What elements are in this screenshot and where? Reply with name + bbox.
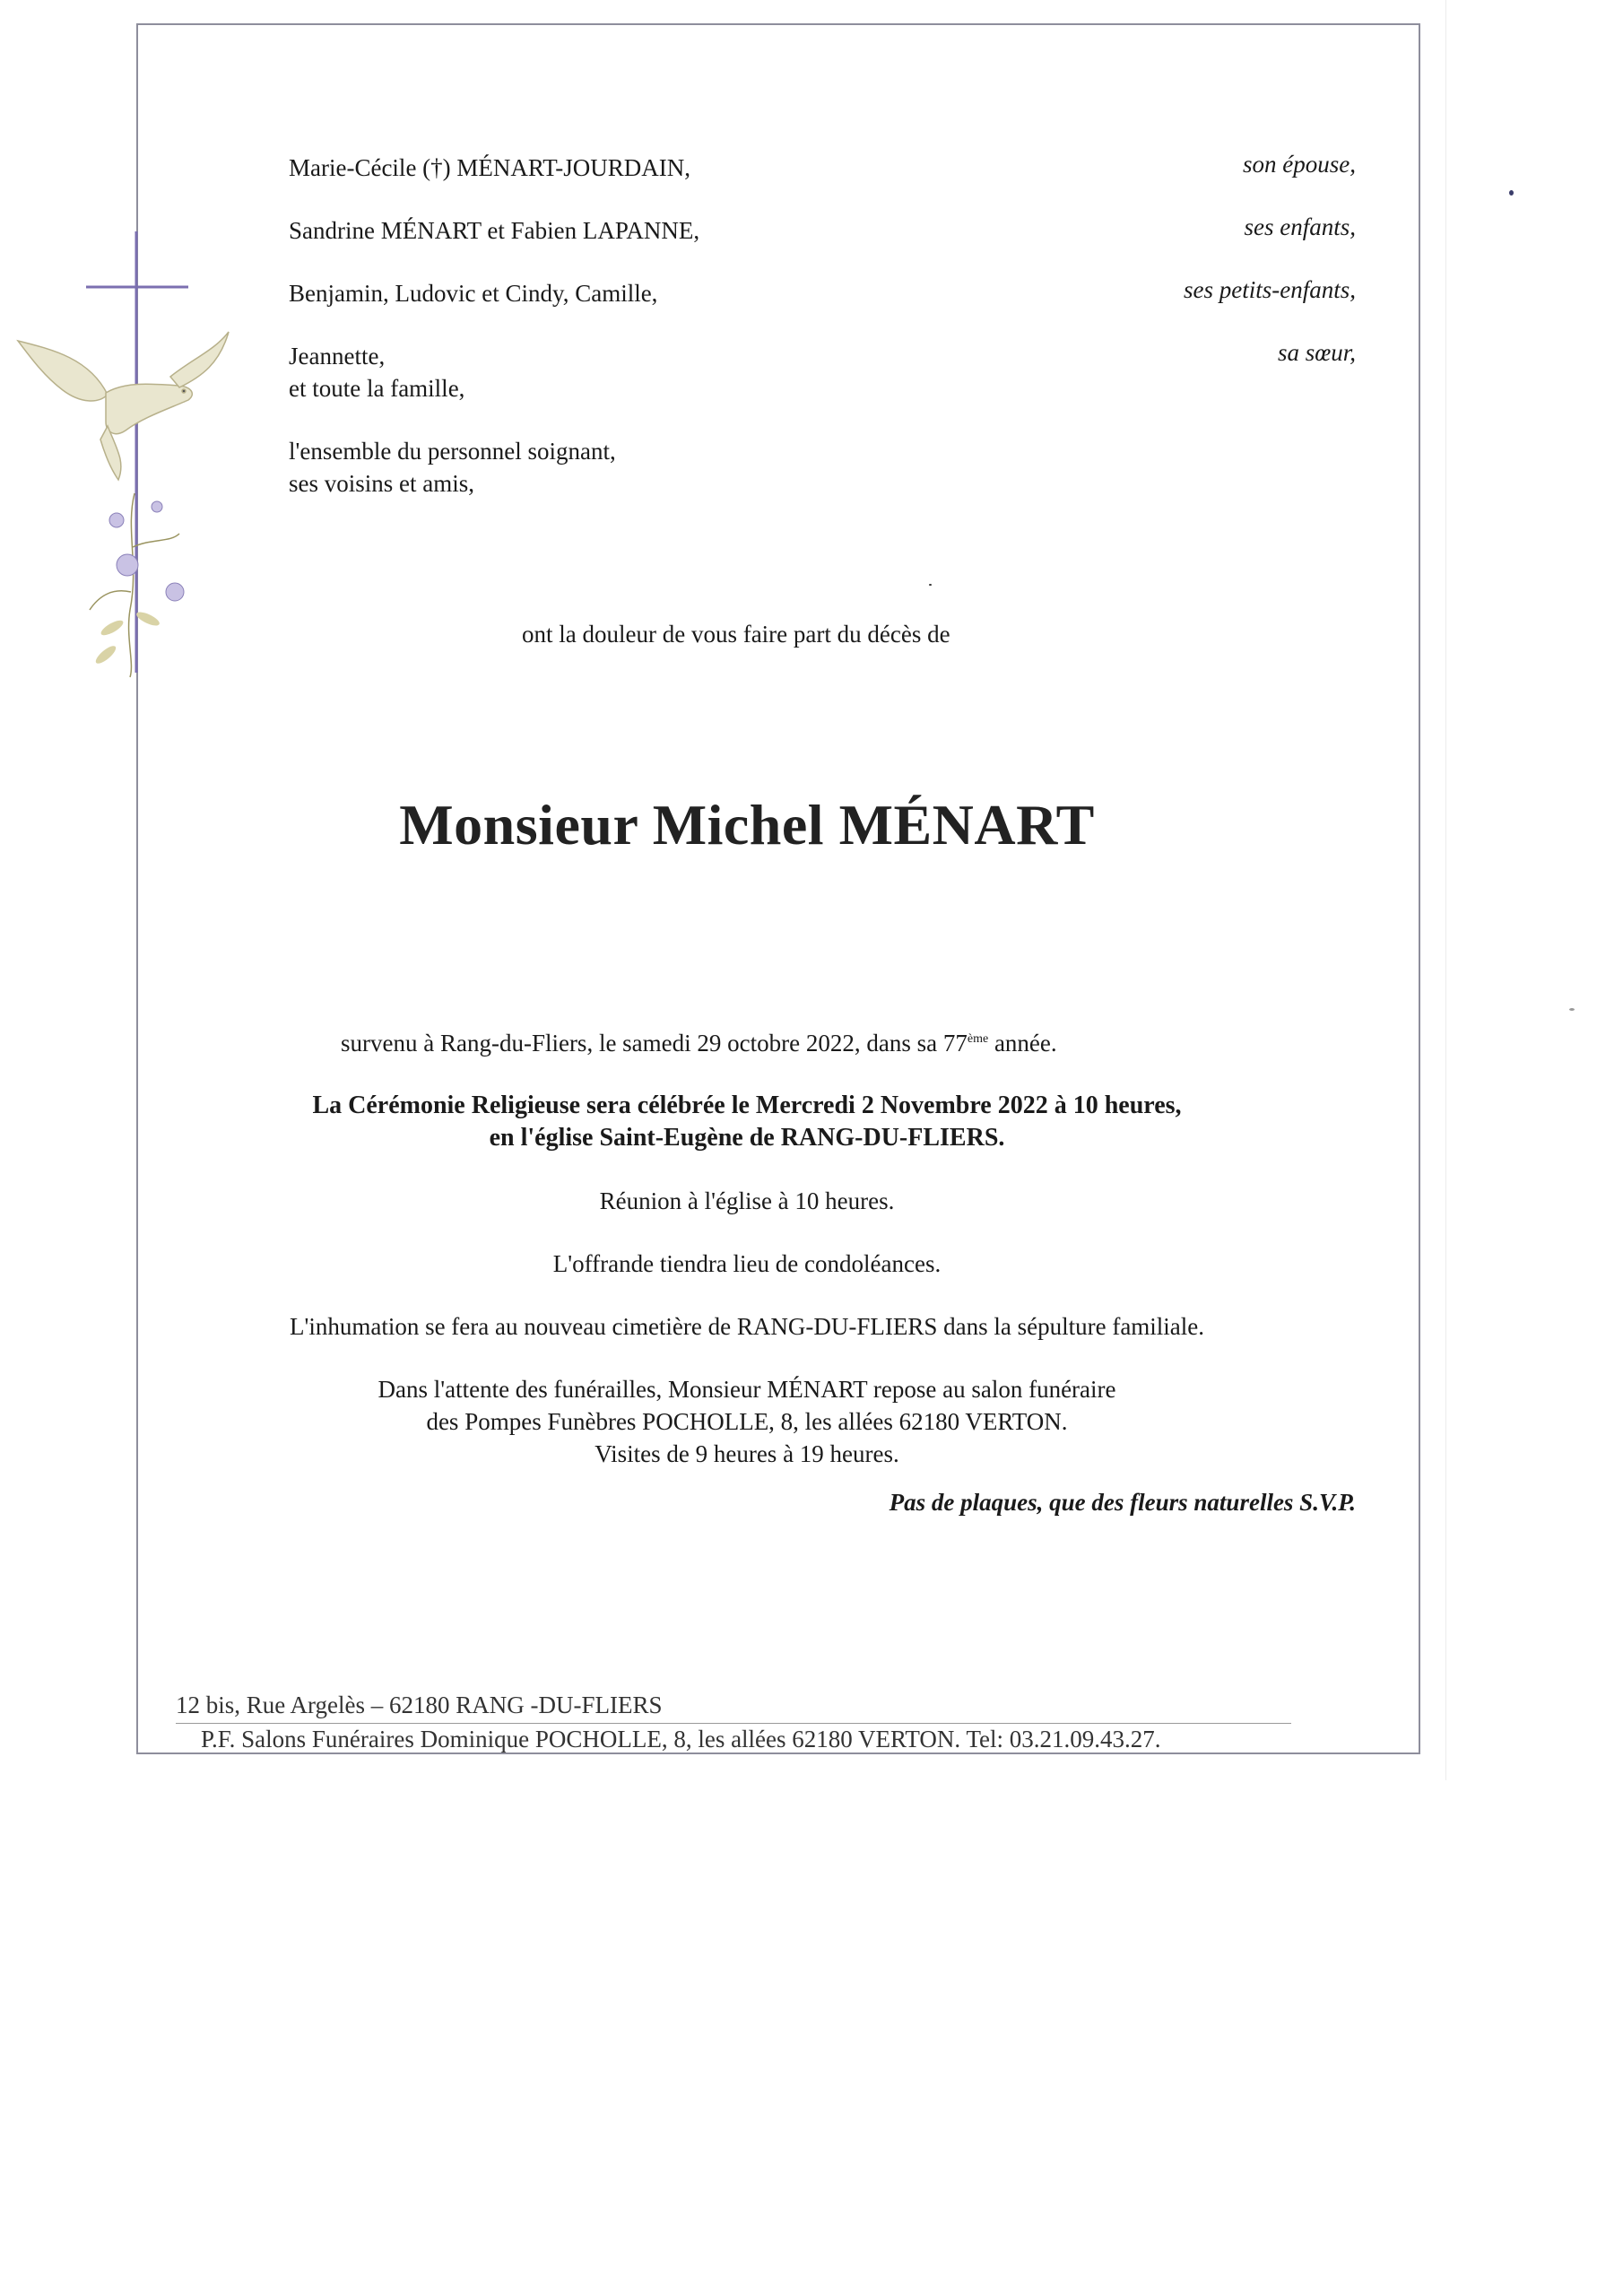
death-line	[341, 1026, 1057, 1060]
page-edge-line	[1445, 0, 1446, 1780]
announcement-text: ont la douleur de vous faire part du décès de	[522, 621, 950, 648]
family-name-care-staff: l'ensemble du personnel soignant,	[289, 438, 616, 465]
cross-dove-flower-icon	[0, 224, 242, 691]
family-name-grandchildren: Benjamin, Ludovic et Cindy, Camille,	[289, 280, 658, 307]
ceremony-line-1: La Cérémonie Religieuse sera célébrée le Mercredi 2 Novembre 2022 à 10 heures,	[312, 1091, 1182, 1119]
meeting-text: Réunion à l'église à 10 heures.	[599, 1187, 895, 1214]
rest-line-2: des Pompes Funèbres POCHOLLE, 8, les allées 62180 VERTON.	[426, 1408, 1068, 1435]
ceremony-line-2: en l'église Saint-Eugène de RANG-DU-FLIERS.	[489, 1124, 1005, 1152]
family-name-neighbors: ses voisins et amis,	[289, 470, 474, 497]
rest-line-3: Visites de 9 heures à 19 heures.	[595, 1440, 899, 1467]
footer-address: 12 bis, Rue Argelès – 62180 RANG -DU-FLIERS	[176, 1692, 663, 1718]
burial-text: L'inhumation se fera au nouveau cimetière de RANG-DU-FLIERS dans la sépulture familiale.	[289, 1313, 1205, 1340]
rest-line-1: Dans l'attente des funérailles, Monsieur MÉNART repose au salon funéraire	[378, 1376, 1116, 1403]
relation-sister: sa sœur,	[1277, 339, 1356, 366]
scan-speck	[929, 584, 932, 586]
family-name-whole-family: et toute la famille,	[289, 375, 465, 402]
relation-children: ses enfants,	[1244, 213, 1356, 240]
death-line-superscript: ème	[967, 1032, 989, 1046]
death-line-suffix: année.	[988, 1030, 1057, 1057]
scan-speck	[1509, 190, 1514, 196]
footer-funeral-home: P.F. Salons Funéraires Dominique POCHOLLE, 8, les allées 62180 VERTON. Tel: 03.21.09.43.27.	[201, 1726, 1161, 1752]
family-name-sister: Jeannette,	[289, 343, 386, 370]
relation-grandchildren: ses petits-enfants,	[1184, 276, 1356, 303]
offering-text: L'offrande tiendra lieu de condoléances.	[552, 1250, 942, 1277]
relation-spouse: son épouse,	[1243, 151, 1356, 178]
deceased-name: Monsieur Michel MÉNART	[399, 793, 1095, 857]
death-line-prefix: survenu à Rang-du-Fliers, le samedi 29 octobre 2022, dans sa 77	[341, 1030, 968, 1057]
flowers-note: Pas de plaques, que des fleurs naturelles S.V.P.	[889, 1489, 1356, 1516]
family-name-children: Sandrine MÉNART et Fabien LAPANNE,	[289, 217, 700, 244]
footer-divider	[176, 1723, 1291, 1724]
scan-speck	[1569, 1008, 1575, 1011]
family-name-spouse: Marie-Cécile (†) MÉNART-JOURDAIN,	[289, 154, 691, 181]
